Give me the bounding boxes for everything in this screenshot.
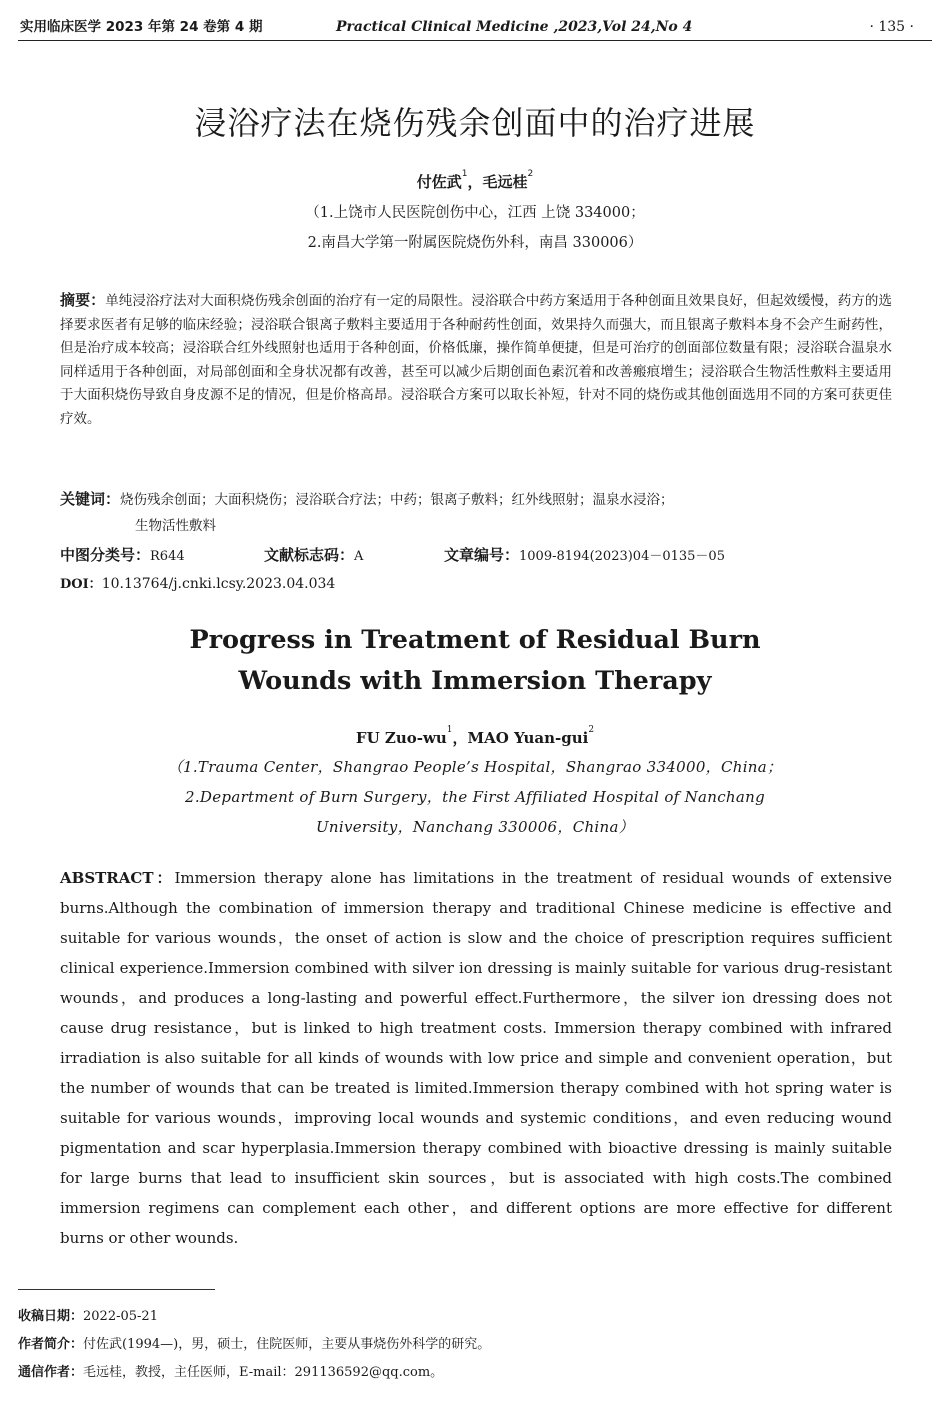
authors-cn bbox=[0, 171, 950, 192]
corresponding-label: 通信作者： bbox=[18, 1365, 84, 1380]
keywords-line-2: 生物活性敷料 bbox=[135, 518, 216, 534]
affiliation-en-3: University，Nanchang 330006，China） bbox=[315, 818, 635, 836]
author-separator: ， bbox=[467, 173, 483, 191]
author-2-en: MAO Yuan-gui bbox=[467, 729, 589, 747]
keywords-line-1: 烧伤残余创面；大面积烧伤；浸浴联合疗法；中药；银离子敷料；红外线照射；温泉水浸浴； bbox=[120, 492, 674, 508]
article-number-label: 文章编号： bbox=[444, 546, 520, 564]
keywords-label: 关键词： bbox=[60, 490, 121, 508]
document-code-label: 文献标志码： bbox=[264, 546, 355, 564]
author-1-en-affil-mark: 1 bbox=[446, 725, 453, 735]
footnote-corresponding-author bbox=[18, 1362, 443, 1384]
abstract-en-text: Immersion therapy alone has limitations in the treatment of residual wounds of extensive burns.Although the combination of immersion therapy and traditional Chinese medicine is effective and suitable for various wounds，the onset of action is slow and the choice of prescription requires sufficient clinical experience.Immersion combined with silver ion dressing is mainly suitable for various drug-resistant wounds，and produces a long-lasting and powerful effect.Furthermore，the silver ion dressing does not cause drug resistance，but is linked to high treatment costs. Immersion therapy combined with infrared irradiation is also suitable for all kinds of wounds with low price and simple and convenient operation，but the number of wounds that can be treated is limited.Immersion therapy combined with hot spring water is suitable for various wounds，improving local wounds and systemic conditions，and even reducing wound pigmentation and scar hyperplasia.Immersion therapy combined with bioactive dressing is mainly suitable for large burns that lead to insufficient skin sources，but is associated with high costs.The combined immersion regimens can complement each other，and different options are more effective for different burns or other wounds. bbox=[60, 869, 892, 1247]
article-title-en-line-1: Progress in Treatment of Residual Burn bbox=[189, 625, 761, 655]
received-label: 收稿日期： bbox=[18, 1309, 84, 1324]
document-code-value: A bbox=[354, 549, 364, 564]
footnote-author-bio bbox=[18, 1334, 490, 1356]
article-title-en-line-2: Wounds with Immersion Therapy bbox=[238, 666, 712, 696]
abstract-en-label: ABSTRACT： bbox=[60, 869, 175, 887]
author-1-affil-mark: 1 bbox=[461, 169, 468, 179]
author-bio-label: 作者简介： bbox=[18, 1337, 84, 1352]
running-head bbox=[18, 16, 932, 41]
author-2-affil-mark: 2 bbox=[527, 169, 534, 179]
journal-name-cn: 实用临床医学 2023 年第 24 卷第 4 期 bbox=[20, 19, 263, 35]
abstract-cn bbox=[60, 289, 892, 432]
received-value: 2022-05-21 bbox=[83, 1309, 158, 1324]
author-2-en-affil-mark: 2 bbox=[588, 725, 595, 735]
clc-number bbox=[60, 544, 185, 568]
abstract-cn-text: 单纯浸浴疗法对大面积烧伤残余创面的治疗有一定的局限性。浸浴联合中药方案适用于各种创面且效果良好，但起效缓慢，药方的选择要求医者有足够的临床经验；浸浴联合银离子敷料主要适用于各种耐药性创面，效果持久而强大，而且银离子敷料本身不会产生耐药性，但是治疗成本较高；浸浴联合红外线照射也适用于各种创面，价格低廉，操作简单便捷，但是可治疗的创面部位数量有限；浸浴联合温泉水同样适用于各种创面，对局部创面和全身状况都有改善，甚至可以减少后期创面色素沉着和改善瘢痕增生；浸浴联合生物活性敷料主要适用于大面积烧伤导致自身皮源不足的情况，但是价格高昂。浸浴联合方案可以取长补短，针对不同的烧伤或其他创面选用不同的方案可获更佳疗效。 bbox=[60, 293, 892, 427]
article-title-en bbox=[0, 620, 950, 702]
footnote-divider bbox=[18, 1289, 215, 1290]
author-1-cn: 付佐武 bbox=[416, 173, 462, 191]
doi-value: 10.13764/j.cnki.lcsy.2023.04.034 bbox=[101, 576, 336, 592]
corresponding-value: 毛远桂，教授，主任医师，E-mail：291136592@qq.com。 bbox=[83, 1365, 444, 1380]
abstract-cn-label: 摘要： bbox=[60, 291, 106, 309]
doi bbox=[60, 573, 335, 596]
keywords-block bbox=[60, 486, 892, 539]
author-1-en: FU Zuo-wu bbox=[355, 729, 447, 747]
affiliation-en-2: 2.Department of Burn Surgery，the First Affiliated Hospital of Nanchang bbox=[185, 788, 765, 806]
article-number-value: 1009-8194(2023)04－0135－05 bbox=[519, 549, 725, 564]
document-code bbox=[264, 544, 363, 568]
article-number bbox=[444, 544, 725, 568]
clc-label: 中图分类号： bbox=[60, 546, 151, 564]
doi-label: DOI： bbox=[60, 577, 102, 592]
footnote-received bbox=[18, 1306, 158, 1328]
authors-en bbox=[0, 727, 950, 748]
affiliation-cn-2: 2.南昌大学第一附属医院烧伤外科，南昌 330006） bbox=[307, 235, 643, 251]
article-title-cn: 浸浴疗法在烧伤残余创面中的治疗进展 bbox=[194, 104, 756, 142]
author-2-cn: 毛远桂 bbox=[482, 173, 528, 191]
author-en-separator: ， bbox=[452, 729, 468, 747]
affiliation-cn-1: （1.上饶市人民医院创伤中心，江西 上饶 334000； bbox=[305, 205, 645, 221]
page-number: · 135 · bbox=[869, 19, 914, 35]
affiliation-en-1: （1.Trauma Center，Shangrao People’s Hospital，Shangrao 334000，China； bbox=[167, 758, 783, 776]
clc-value: R644 bbox=[150, 549, 185, 564]
journal-name-en: Practical Clinical Medicine ,2023,Vol 24,No 4 bbox=[336, 19, 693, 35]
author-bio-value: 付佐武(1994—)，男，硕士，住院医师，主要从事烧伤外科学的研究。 bbox=[83, 1337, 491, 1352]
abstract-en bbox=[60, 863, 892, 1253]
